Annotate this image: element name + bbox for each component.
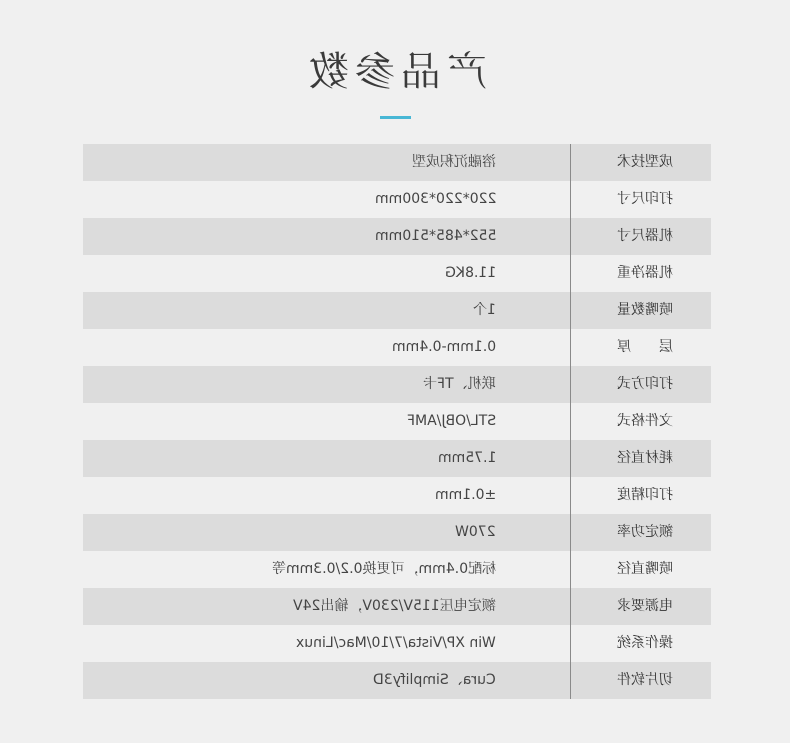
table-row (83, 218, 711, 255)
spec-value: 552*485*510mm (374, 228, 496, 244)
spec-label: 层 厚 (617, 339, 673, 355)
table-row (83, 514, 711, 551)
table-row (83, 588, 711, 625)
spec-label: 文件格式 (617, 413, 673, 429)
spec-label: 打印方式 (617, 376, 673, 392)
spec-label: 切片软件 (617, 672, 673, 688)
title-underline (380, 116, 411, 119)
table-row (83, 292, 711, 329)
table-row (83, 255, 711, 292)
table-row (83, 662, 711, 699)
spec-table (83, 144, 711, 699)
spec-value: 220*220*300mm (374, 191, 496, 207)
spec-value: 标配0.4mm，可更换0.2/0.3mm等 (271, 561, 496, 577)
spec-value: 联机、TF卡 (423, 376, 496, 392)
spec-label: 喷嘴直径 (617, 561, 673, 577)
spec-label: 打印尺寸 (617, 191, 673, 207)
table-row (83, 329, 711, 366)
spec-value: 额定电压115V/230V，输出24V (293, 598, 496, 614)
spec-value: 1.75mm (437, 450, 496, 466)
table-row (83, 181, 711, 218)
spec-value: 1个 (473, 302, 496, 318)
spec-label: 操作系统 (617, 635, 673, 651)
spec-label: 电源要求 (617, 598, 673, 614)
spec-value: Win XP/Vista/7/10/Mac/Linux (296, 635, 496, 651)
spec-label: 成型技术 (617, 154, 673, 170)
spec-label: 机器净重 (617, 265, 673, 281)
table-row (83, 625, 711, 662)
spec-label: 机器尺寸 (617, 228, 673, 244)
spec-value: ±0.1mm (434, 487, 496, 503)
spec-label: 打印精度 (617, 487, 673, 503)
table-row (83, 144, 711, 181)
page-title: 产品参数 (303, 49, 487, 95)
table-row (83, 403, 711, 440)
spec-value: STL/OBJ/AMF (406, 413, 496, 429)
table-row (83, 551, 711, 588)
spec-value: Cura、Simplify3D (373, 672, 496, 688)
spec-value: 11.8KG (444, 265, 496, 281)
spec-value: 270W (455, 524, 496, 540)
spec-label: 喷嘴数量 (617, 302, 673, 318)
spec-label: 额定功率 (617, 524, 673, 540)
table-row (83, 477, 711, 514)
table-row (83, 440, 711, 477)
spec-value: 溶融沉积成型 (412, 154, 496, 170)
spec-value: 0.1mm-0.4mm (391, 339, 496, 355)
spec-label: 耗材直径 (617, 450, 673, 466)
table-row (83, 366, 711, 403)
